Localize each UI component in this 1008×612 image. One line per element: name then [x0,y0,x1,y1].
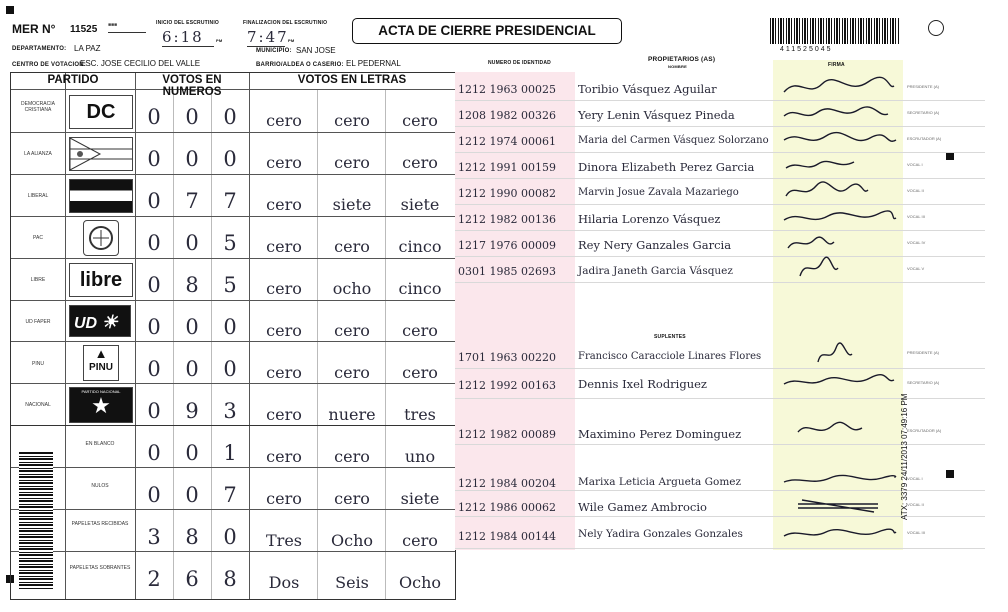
registration-mark [946,152,954,160]
signature-mark [778,154,898,176]
dc-logo: DC [69,95,133,129]
signature-mark [778,342,898,364]
barcode-number: 411525045 [780,46,833,53]
owners-header: PROPIETARIOS (AS) [648,56,716,63]
libre-logo: libre [69,263,133,297]
center-value: ESC. JOSE CECILIO DEL VALLE [80,59,201,68]
word: cero [402,321,438,340]
digit: 9 [185,399,199,423]
word: ocho [332,279,372,298]
digit: 0 [185,105,199,129]
owner-name: Hilaria Lorenzo Vásquez [578,212,721,226]
votes-table [10,72,456,600]
word: Dos [268,573,300,592]
owner-id: 1212 1990 00082 [458,187,556,200]
digit: 0 [223,147,237,171]
owner-id: 1212 1991 00159 [458,161,556,174]
nacional-logo [69,387,133,423]
digit: 0 [147,105,161,129]
owner-role: VOCAL IV [907,240,926,245]
digit: 8 [185,273,199,297]
word: cero [266,195,302,214]
word: cero [334,363,370,382]
digit: 0 [147,483,161,507]
signature-mark [778,102,898,124]
signature-mark [778,494,898,516]
word: Seis [335,573,369,592]
owner-role: PRESIDENTE (A) [907,84,940,89]
name-header: NOMBRE [668,64,687,69]
pinu-logo-text: PINU [89,362,113,373]
word: cinco [398,237,442,256]
substitute-role: VOCAL I [907,476,923,481]
word: siete [400,195,440,214]
digit: 0 [185,315,199,339]
substitute-name: Dennis Ixel Rodriguez [578,377,707,391]
digit: 3 [223,399,237,423]
id-header: NUMERO DE IDENTIDAD [488,60,551,66]
digit: 0 [223,525,237,549]
word: Ocho [330,531,373,550]
word: Ocho [398,573,441,592]
end-ampm: PM [288,38,295,43]
owner-name: Yery Lenin Vásquez Pineda [578,108,735,122]
owner-role: VOCAL I [907,162,923,167]
owner-role: VOCAL V [907,266,925,271]
signature-mark [778,522,898,544]
substitute-id: 1212 1984 00204 [458,477,556,490]
tse-logo: ■■■ [108,22,146,33]
start-ampm: PM [216,38,223,43]
digit: 3 [147,525,161,549]
digit: 7 [223,189,237,213]
word: cero [266,489,302,508]
leftover-label: PAPELETAS SOBRANTES [69,565,131,571]
registration-mark [946,470,954,478]
digit: 0 [223,357,237,381]
col-numbers: VOTOS EN NUMEROS [162,74,222,98]
word: cero [402,363,438,382]
substitute-id: 1212 1984 00144 [458,530,556,543]
liberal-flag-icon [69,179,133,213]
word: tres [404,405,436,424]
owner-name: Dinora Elizabeth Perez Garcia [578,160,755,174]
signature-mark [778,370,898,392]
signature-mark [778,232,898,254]
sign-header: FIRMA [828,62,845,68]
substitute-role: SECRETARIO (A) [907,380,940,385]
nacional-logo-text: PARTIDO NACIONAL [81,389,121,394]
digit: 8 [223,567,237,591]
digit: 0 [223,105,237,129]
corner-circle-mark [928,20,944,36]
received-label: PAPELETAS RECIBIDAS [71,521,129,527]
word: cero [402,531,438,550]
party-label-libre: LIBRE [30,277,46,283]
digit: 2 [147,567,161,591]
digit: 5 [223,231,237,255]
mer-number: 11525 [70,24,98,35]
word: nuere [328,405,376,424]
owner-name: Maria del Carmen Vásquez Solorzano [578,135,769,146]
municipality-label: MUNICIPIO: [256,48,292,54]
null-label: NULOS [91,483,109,489]
owner-role: ESCRUTADOR (A) [907,136,942,141]
substitute-id: 1212 1982 00089 [458,428,556,441]
substitute-id: 1212 1986 00062 [458,501,556,514]
word: cero [402,111,438,130]
digit: 0 [147,315,161,339]
col-party: PARTIDO [47,74,99,86]
signature-mark [778,256,898,278]
substitute-name: Francisco Caracciole Linares Flores [578,351,762,362]
owner-id: 1212 1963 00025 [458,83,556,96]
owner-role: VOCAL II [907,188,924,193]
word: cero [266,237,302,256]
owner-name: Rey Nery Ganzales Garcia [578,238,732,252]
word: cero [334,153,370,172]
blank-label: EN BLANCO [85,441,115,447]
owner-name: Toribio Vásquez Aguilar [578,82,717,96]
owner-role: VOCAL III [907,214,925,219]
word: cinco [398,279,442,298]
owner-id: 1212 1982 00136 [458,213,556,226]
start-time: 6:18 [162,28,214,47]
word: cero [334,321,370,340]
digit: 0 [147,399,161,423]
department-value: LA PAZ [74,44,101,53]
word: cero [266,405,302,424]
form-title: ACTA DE CIERRE PRESIDENCIAL [352,18,622,44]
center-label: CENTRO DE VOTACION: [12,62,87,68]
digit: 8 [185,525,199,549]
village-label: BARRIO/ALDEA O CASERIO: [256,62,344,68]
owner-id: 0301 1985 02693 [458,265,556,278]
signature-mark [778,418,898,440]
digit: 0 [147,231,161,255]
owner-role: SECRETARIO (A) [907,110,940,115]
registration-mark [6,6,14,14]
municipality-value: SAN JOSE [296,46,336,55]
tree-icon: ▲ [94,346,108,361]
alianza-flag-icon [69,137,133,171]
substitute-name: Maximino Perez Dominguez [578,427,742,441]
digit: 7 [185,189,199,213]
word: cero [266,363,302,382]
start-label: INICIO DEL ESCRUTINIO [156,20,220,26]
digit: 6 [185,567,199,591]
digit: 0 [147,273,161,297]
party-label-pac: PAC [33,235,43,241]
substitute-id: 1212 1992 00163 [458,379,556,392]
party-label-nacional: NACIONAL [25,402,51,408]
digit: 0 [223,315,237,339]
word: cero [334,489,370,508]
word: Tres [266,531,302,550]
word: cero [266,447,302,466]
substitute-id: 1701 1963 00220 [458,351,556,364]
word: cero [334,111,370,130]
party-label-alianza: LA ALIANZA [24,151,52,157]
digit: 7 [223,483,237,507]
party-label-ud: UD FAPER [25,319,51,325]
digit: 5 [223,273,237,297]
owner-id: 1208 1982 00326 [458,109,556,122]
sun-icon: ☀ [101,312,118,332]
word: siete [400,489,440,508]
pinu-logo [83,345,119,381]
end-time: 7:47 [247,28,289,46]
substitute-name: Nely Yadira Gonzales Gonzales [578,528,743,540]
transmission-stamp: ATX: 3379 24/11/2013 07:49:16 PM [900,393,909,520]
digit: 0 [147,441,161,465]
star-icon: ★ [91,393,111,418]
word: cero [334,237,370,256]
ud-logo-text: UD [74,315,98,332]
digit: 1 [223,441,237,465]
party-label-liberal: LIBERAL [27,193,49,199]
village-value: EL PEDERNAL [346,59,401,68]
digit: 0 [147,147,161,171]
digit: 0 [185,357,199,381]
signature-mark [778,180,898,202]
signature-mark [778,76,898,98]
word: siete [332,195,372,214]
pac-logo-icon [83,220,119,256]
owner-id: 1212 1974 00061 [458,135,556,148]
ud-faper-logo [69,305,131,337]
word: cero [334,447,370,466]
side-barcode [19,451,53,589]
mer-label: MER N° [12,22,56,36]
party-label-pinu: PINU [32,361,44,367]
word: uno [404,447,436,466]
word: cero [402,153,438,172]
substitute-role: PRESIDENTE (A) [907,350,940,355]
substitute-name: Marixa Leticia Argueta Gomez [578,476,742,488]
digit: 0 [147,189,161,213]
substitute-role: ESCRUTADOR (A) [907,428,942,433]
word: cero [266,153,302,172]
word: cero [266,321,302,340]
signature-mark [778,206,898,228]
owner-name: Marvin Josue Zavala Mazariego [578,187,739,198]
department-label: DEPARTAMENTO: [12,46,67,52]
digit: 0 [147,357,161,381]
barcode [770,18,900,44]
digit: 0 [185,483,199,507]
digit: 0 [185,231,199,255]
signature-mark [778,468,898,490]
substitute-role: VOCAL II [907,502,924,507]
substitute-name: Wile Gamez Ambrocio [578,500,707,514]
col-letters: VOTOS EN LETRAS [297,74,407,86]
end-label: FINALIZACION DEL ESCRUTINIO [243,20,328,26]
word: cero [266,111,302,130]
signature-mark [778,128,898,150]
digit: 0 [185,441,199,465]
digit: 0 [185,147,199,171]
owner-id: 1217 1976 00009 [458,239,556,252]
substitutes-header: SUPLENTES [654,334,686,340]
word: cero [266,279,302,298]
substitute-role: VOCAL III [907,530,925,535]
party-label-dc: DEMOCRACIA CRISTIANA [21,101,55,113]
owner-name: Jadira Janeth Garcia Vásquez [578,265,733,277]
